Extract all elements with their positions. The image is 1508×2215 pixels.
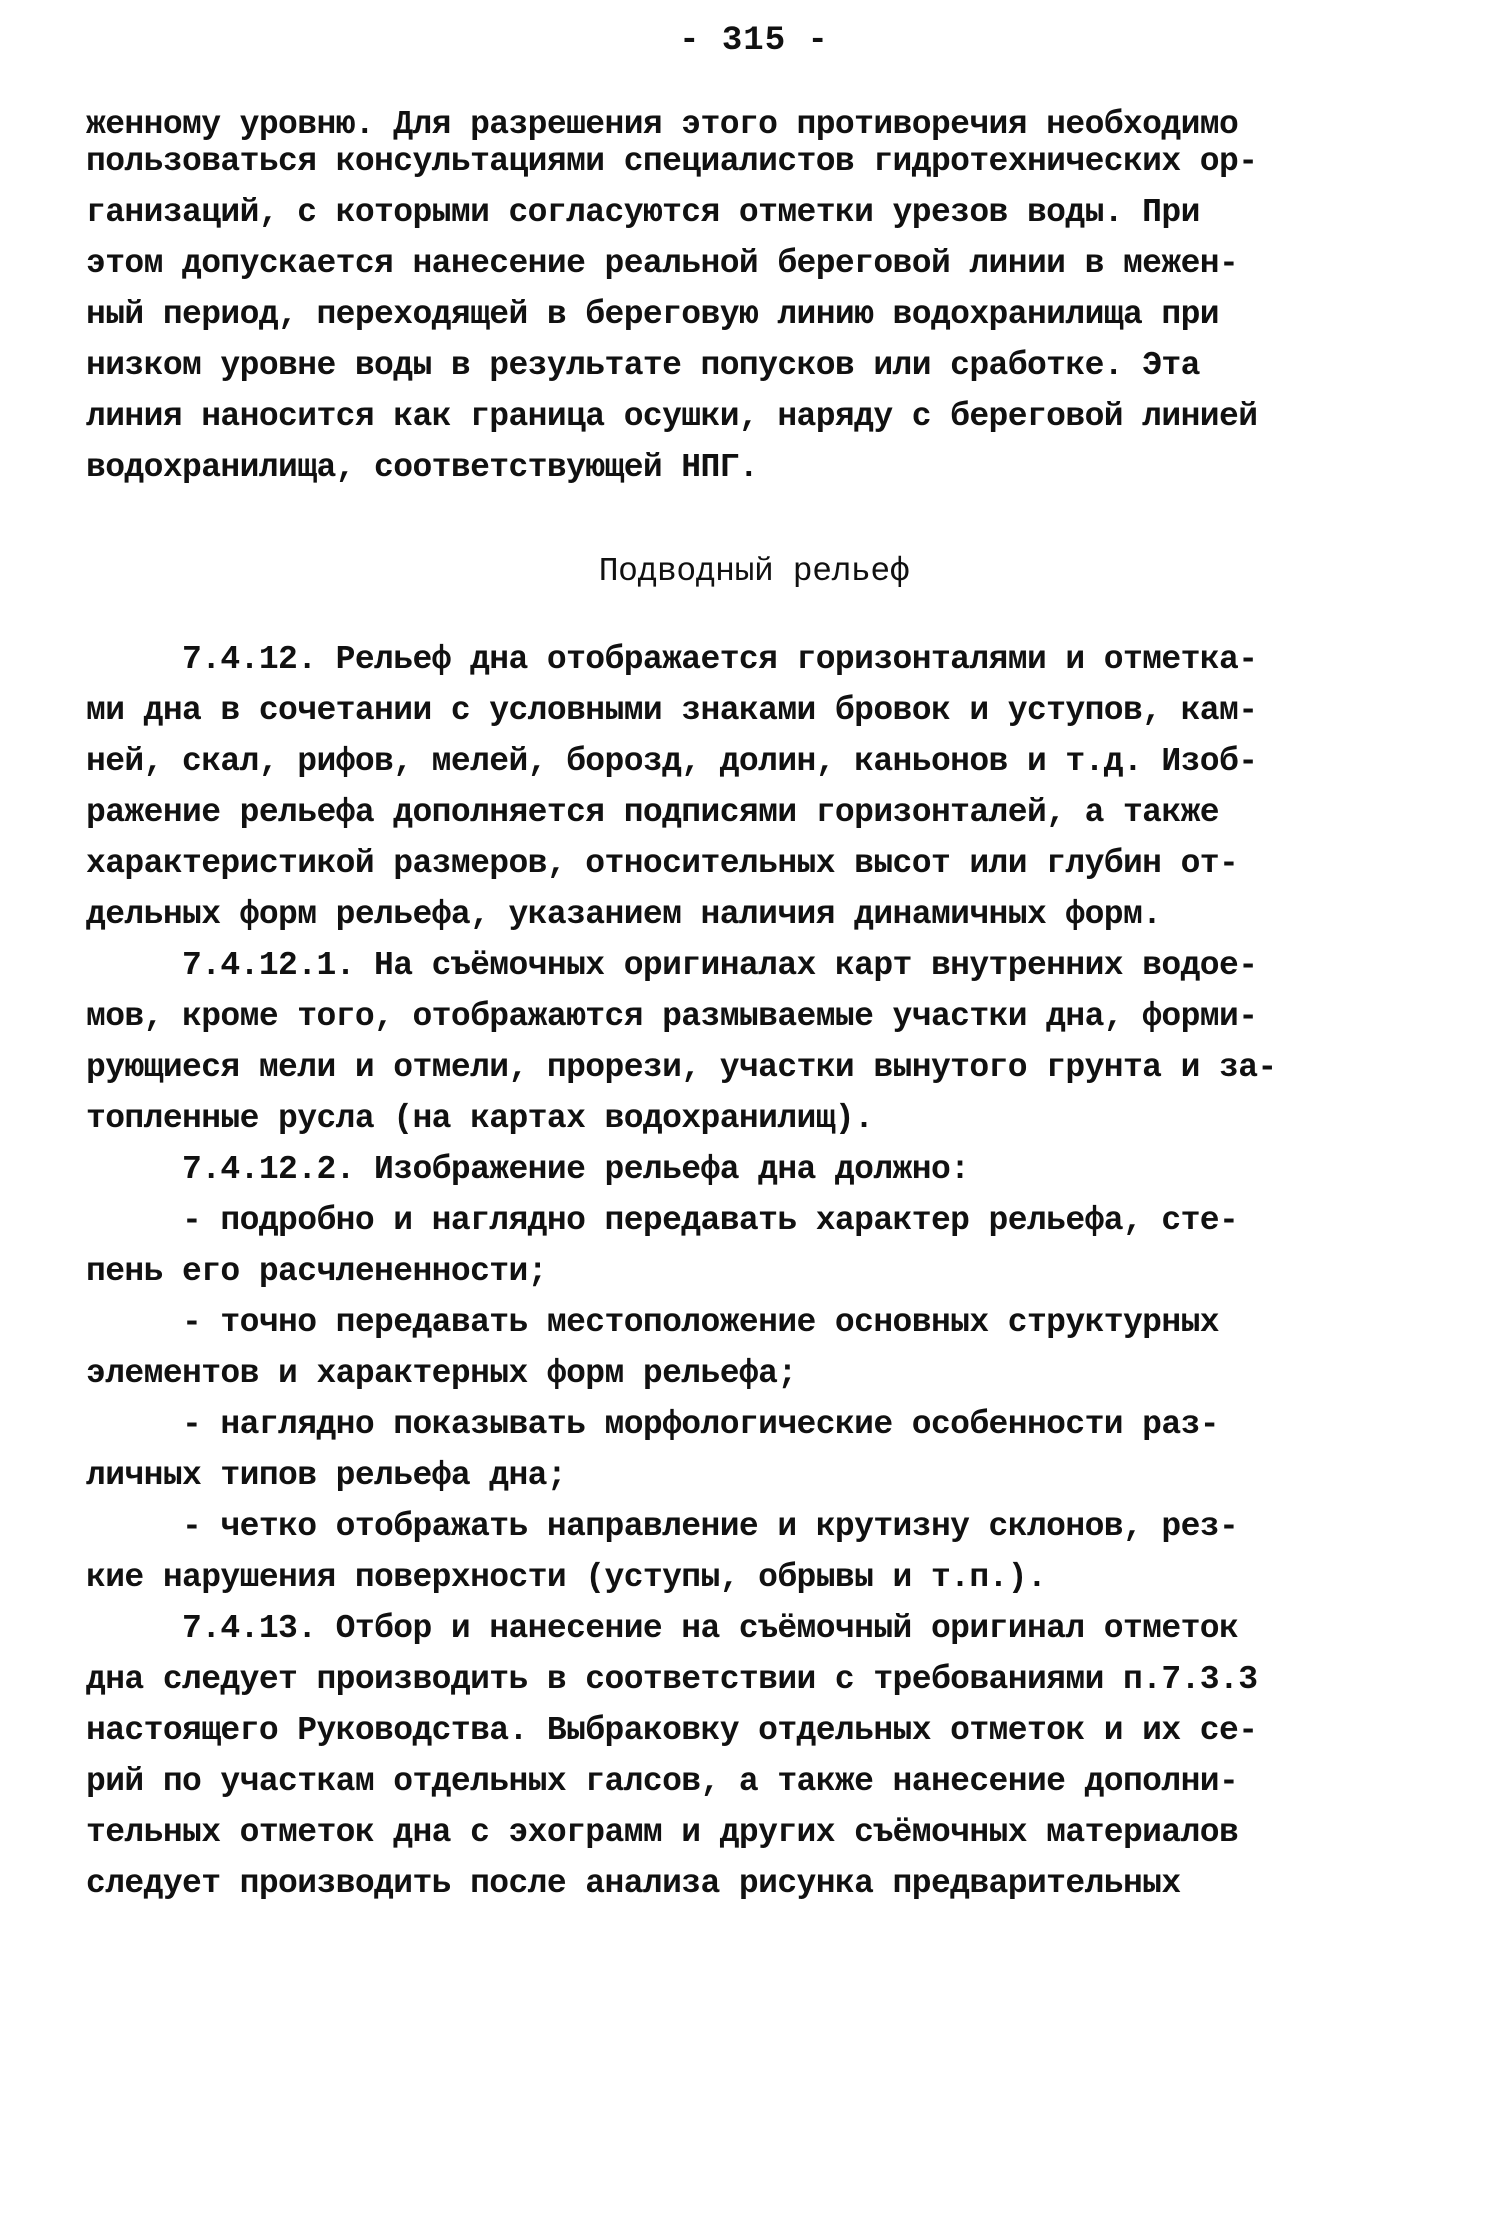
text-line: мов, кроме того, отображаются размываемые участки дна, форми- — [86, 998, 1258, 1035]
text-line: рующиеся мели и отмели, прорези, участки вынутого грунта и за- — [86, 1049, 1277, 1086]
text-line: топленные русла (на картах водохранилищ). — [86, 1100, 874, 1137]
text-line: - подробно и наглядно передавать характер рельефа, сте- — [86, 1202, 1239, 1239]
text-line: этом допускается нанесение реальной береговой линии в межен- — [86, 245, 1239, 282]
text-line: пользоваться консультациями специалистов гидротехнических ор- — [86, 143, 1258, 180]
section-heading: Подводный рельеф — [598, 553, 910, 590]
text-line: 7.4.12.2. Изображение рельефа дна должно: — [86, 1151, 970, 1188]
text-line: женному уровню. Для разрешения этого противоречия необходимо — [86, 106, 1239, 143]
text-line: - четко отображать направление и крутизну склонов, рез- — [86, 1508, 1239, 1545]
text-line: личных типов рельефа дна; — [86, 1457, 567, 1494]
text-line: дельных форм рельефа, указанием наличия динамичных форм. — [86, 896, 1162, 933]
text-line: следует производить после анализа рисунка предварительных — [86, 1865, 1181, 1902]
text-line: 7.4.13. Отбор и нанесение на съёмочный оригинал отметок — [86, 1610, 1239, 1647]
text-line: дна следует производить в соответствии с требованиями п.7.3.3 — [86, 1661, 1258, 1698]
text-line: 7.4.12.1. На съёмочных оригиналах карт внутренних водое- — [86, 947, 1258, 984]
text-line: ганизаций, с которыми согласуются отметки урезов воды. При — [86, 194, 1200, 231]
text-line: - наглядно показывать морфологические особенности раз- — [86, 1406, 1219, 1443]
text-line: ражение рельефа дополняется подписями горизонталей, а также — [86, 794, 1219, 831]
text-line: водохранилища, соответствующей НПГ. — [86, 449, 759, 486]
text-line: характеристикой размеров, относительных высот или глубин от- — [86, 845, 1239, 882]
page-number: - 315 - — [679, 22, 829, 60]
text-line: ный период, переходящей в береговую линию водохранилища при — [86, 296, 1219, 333]
text-line: ми дна в сочетании с условными знаками бровок и уступов, кам- — [86, 692, 1258, 729]
text-line: низком уровне воды в результате попусков или сработке. Эта — [86, 347, 1200, 384]
text-line: пень его расчлененности; — [86, 1253, 547, 1290]
text-line: тельных отметок дна с эхограмм и других съёмочных материалов — [86, 1814, 1239, 1851]
text-line: ней, скал, рифов, мелей, борозд, долин, каньонов и т.д. Изоб- — [86, 743, 1258, 780]
text-line: рий по участкам отдельных галсов, а также нанесение дополни- — [86, 1763, 1239, 1800]
text-line: настоящего Руководства. Выбраковку отдельных отметок и их се- — [86, 1712, 1258, 1749]
text-line: - точно передавать местоположение основных структурных — [86, 1304, 1219, 1341]
text-line: кие нарушения поверхности (уступы, обрывы и т.п.). — [86, 1559, 1047, 1596]
text-line: линия наносится как граница осушки, наряду с береговой линией — [86, 398, 1258, 435]
text-line: 7.4.12. Рельеф дна отображается горизонталями и отметка- — [86, 641, 1258, 678]
text-line: элементов и характерных форм рельефа; — [86, 1355, 797, 1392]
